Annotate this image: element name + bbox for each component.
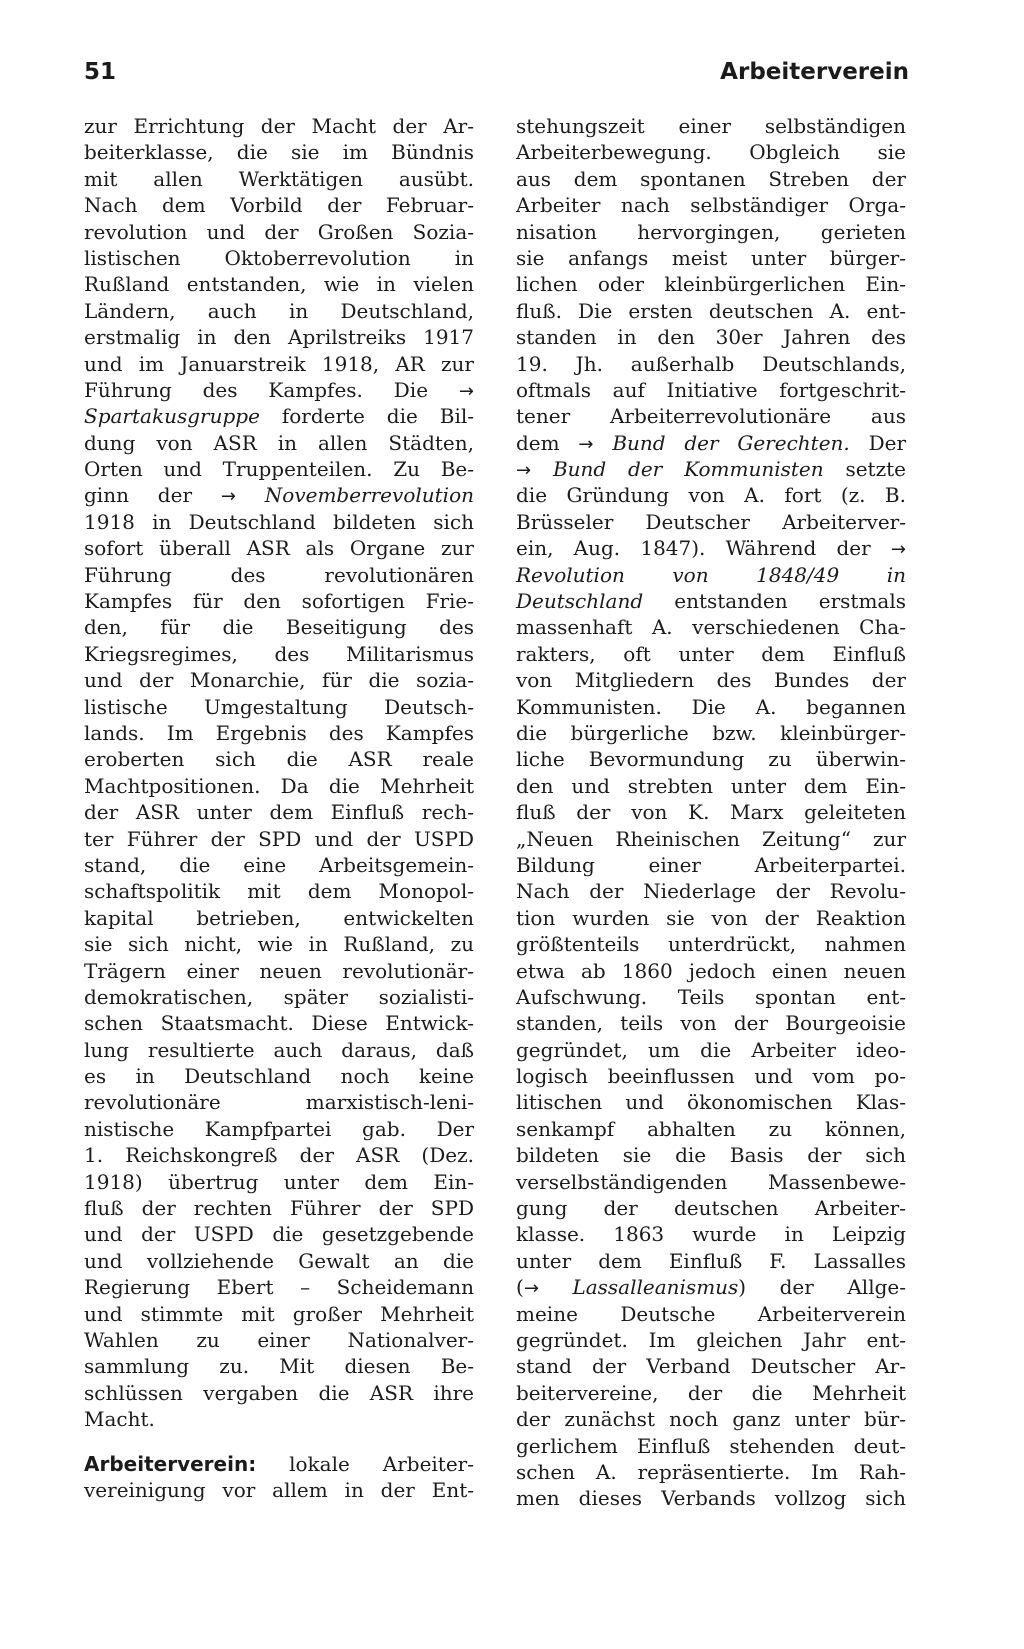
text-segment: Führung des Kampfes. Die (84, 377, 429, 402)
text-line: men dieses Verbands vollzog sich (516, 1486, 906, 1511)
text-line: und der Monarchie, für die sozia- (84, 668, 474, 693)
cross-reference-arrow-icon: → (458, 380, 475, 402)
text-line: liche Bevormundung zu überwin- (516, 747, 906, 772)
text-line: ter Führer der SPD und der USPD (84, 826, 474, 851)
text-line: 1. Reichskongreß der ASR (Dez. (84, 1143, 474, 1168)
text-line: stand der Verband Deutscher Ar- (516, 1354, 906, 1379)
cross-reference-link[interactable]: Lassalleanismus (572, 1275, 739, 1300)
left-column (84, 113, 474, 1503)
text-line: 1918) übertrug unter dem Ein- (84, 1169, 474, 1194)
text-line: der zunächst noch ganz unter bür- (516, 1407, 906, 1432)
text-line (84, 1451, 474, 1477)
text-line: oftmals auf Initiative fortgeschrit- (516, 377, 906, 402)
text-line: demokratischen, später sozialisti- (84, 984, 474, 1009)
text-line: Arbeiter nach selbständiger Orga- (516, 193, 906, 218)
text-line: die bürgerliche bzw. kleinbürger- (516, 720, 906, 745)
cross-reference-link[interactable]: Revolution von 1848/49 in (516, 562, 906, 587)
text-line: der ASR unter dem Einfluß rech- (84, 800, 474, 825)
text-line (84, 482, 474, 508)
text-line: sofort überall ASR als Organe zur (84, 536, 474, 561)
text-line: sammlung zu. Mit diesen Be- (84, 1354, 474, 1379)
text-line: Wahlen zu einer Nationalver- (84, 1327, 474, 1352)
text-segment: ein, Aug. 1847). Während der (516, 536, 871, 561)
text-line: standen, teils von der Bourgeoisie (516, 1011, 906, 1036)
text-line: gegründet, um die Arbeiter ideo- (516, 1037, 906, 1062)
text-line (84, 403, 474, 429)
text-line: stehungszeit einer selbständigen (516, 114, 906, 138)
text-line: Nach dem Vorbild der Februar- (84, 193, 474, 218)
text-segment: ( (516, 1275, 524, 1300)
text-line: tion wurden sie von der Reaktion (516, 905, 906, 930)
text-line: lichen oder kleinbürgerlichen Ein- (516, 272, 906, 297)
text-line: „Neuen Rheinischen Zeitung“ zur (516, 826, 906, 851)
text-line: eroberten sich die ASR reale (84, 747, 474, 772)
text-line: es in Deutschland noch keine (84, 1064, 474, 1089)
text-line: litischen und ökonomischen Klas- (516, 1090, 906, 1115)
cross-reference-link[interactable]: Bund der Gerechten. (612, 430, 850, 455)
text-line: schlüssen vergaben die ASR ihre (84, 1380, 474, 1405)
text-line: zur Errichtung der Macht der Ar- (84, 114, 474, 138)
text-line: den, für die Beseitigung des (84, 615, 474, 640)
text-line (516, 456, 906, 482)
text-line: tener Arbeiterrevolutionäre aus (516, 404, 906, 429)
text-line: nistische Kampfpartei gab. Der (84, 1116, 474, 1141)
text-line: und der USPD die gesetzgebende (84, 1222, 474, 1247)
text-line: logisch beeinflussen und vom po- (516, 1064, 906, 1089)
text-segment: Der (849, 430, 907, 455)
text-line: 1918 in Deutschland bildeten sich (84, 509, 474, 534)
text-line (516, 535, 906, 561)
text-line: Führung des revolutionären (84, 562, 474, 587)
text-line: vereinigung vor allem in der Ent- (84, 1477, 474, 1502)
text-segment: dem (516, 430, 579, 455)
text-line: Arbeiterbewegung. Obgleich sie (516, 140, 906, 165)
text-line: schen A. repräsentierte. Im Rah- (516, 1459, 906, 1484)
text-line: listischen Oktoberrevolution in (84, 245, 474, 270)
text-line: Kriegsregimes, des Militarismus (84, 641, 474, 666)
text-line: klasse. 1863 wurde in Leipzig (516, 1222, 906, 1247)
text-line: gerlichem Einfluß stehenden deut- (516, 1433, 906, 1458)
text-line: stand, die eine Arbeitsgemein- (84, 852, 474, 877)
text-line: standen in den 30er Jahren des (516, 325, 906, 350)
text-line: senkampf abhalten zu können, (516, 1116, 906, 1141)
text-segment: lokale Arbeiter- (256, 1451, 474, 1476)
text-line: listische Umgestaltung Deutsch- (84, 694, 474, 719)
text-line: und im Januarstreik 1918, AR zur (84, 351, 474, 376)
cross-reference-link[interactable]: Bund der Kommunisten (552, 457, 824, 482)
text-line: Regierung Ebert – Scheidemann (84, 1275, 474, 1300)
text-segment: entstanden erstmals (643, 589, 906, 614)
text-line: gegründet. Im gleichen Jahr ent- (516, 1327, 906, 1352)
text-line: und stimmte mit großer Mehrheit (84, 1301, 474, 1326)
text-line: größtenteils unterdrückt, nahmen (516, 932, 906, 957)
text-line: Orten und Truppenteilen. Zu Be- (84, 457, 474, 482)
text-line: erstmalig in den Aprilstreiks 1917 (84, 325, 474, 350)
cross-reference-arrow-icon: → (516, 460, 532, 482)
text-line: Kommunisten. Die A. begannen (516, 694, 906, 719)
text-line: etwa ab 1860 jedoch einen neuen (516, 958, 906, 983)
text-line: nisation hervorgingen, gerieten (516, 219, 906, 244)
text-line: revolutionäre marxistisch-leni- (84, 1090, 474, 1115)
text-line: revolution und der Großen Sozia- (84, 219, 474, 244)
text-line: Trägern einer neuen revolutionär- (84, 958, 474, 983)
cross-reference-arrow-icon: → (523, 1278, 539, 1300)
text-line: aus dem spontanen Streben der (516, 166, 906, 191)
text-line: rakters, oft unter dem Einfluß (516, 641, 906, 666)
paragraph-gap (84, 1433, 474, 1451)
text-segment: ginn der (84, 483, 221, 508)
text-segment: ) der Allge- (738, 1275, 906, 1300)
text-line: fluß der rechten Führer der SPD (84, 1196, 474, 1221)
text-line: fluß. Die ersten deutschen A. ent- (516, 298, 906, 323)
text-line: beiterklasse, die sie im Bündnis (84, 140, 474, 165)
text-line: Nach der Niederlage der Revolu- (516, 879, 906, 904)
page-number: 51 (84, 59, 117, 85)
cross-reference-link[interactable]: Deutschland (516, 589, 644, 614)
text-line: Ländern, auch in Deutschland, (84, 298, 474, 323)
text-line: sie sich nicht, wie in Rußland, zu (84, 932, 474, 957)
cross-reference-arrow-icon: → (578, 433, 594, 455)
text-line: mit allen Werktätigen ausübt. (84, 166, 474, 191)
text-line: Machtpositionen. Da die Mehrheit (84, 773, 474, 798)
text-line: Brüsseler Deutscher Arbeiterver- (516, 509, 906, 534)
text-line: schaftspolitik mit dem Monopol- (84, 879, 474, 904)
text-line: Aufschwung. Teils spontan ent- (516, 984, 906, 1009)
text-line: beitervereine, der die Mehrheit (516, 1380, 906, 1405)
text-line: fluß der von K. Marx geleiteten (516, 800, 906, 825)
text-segment: setzte (823, 457, 907, 482)
text-line: kapital betrieben, entwickelten (84, 905, 474, 930)
cross-reference-arrow-icon: → (890, 539, 906, 561)
entry-headword: Arbeiterverein: (84, 1451, 257, 1476)
text-line: und vollziehende Gewalt an die (84, 1248, 474, 1273)
text-line: sie anfangs meist unter bürger- (516, 245, 906, 270)
text-line: bildeten sie die Basis der sich (516, 1143, 906, 1168)
text-line: die Gründung von A. fort (z. B. (516, 483, 906, 508)
text-line (84, 377, 474, 403)
running-head: Arbeiterverein (720, 59, 909, 85)
cross-reference-link[interactable]: Novemberrevolution (264, 483, 474, 508)
text-line: Rußland entstanden, wie in vielen (84, 272, 474, 297)
text-line: den und strebten unter dem Ein- (516, 773, 906, 798)
text-segment: forderte die Bil- (259, 404, 474, 429)
text-line: lands. Im Ergebnis des Kampfes (84, 720, 474, 745)
text-line: gung der deutschen Arbeiter- (516, 1196, 906, 1221)
text-line: dung von ASR in allen Städten, (84, 430, 474, 455)
text-line: von Mitgliedern des Bundes der (516, 668, 906, 693)
text-line: verselbständigenden Massenbewe- (516, 1169, 906, 1194)
right-column (516, 113, 906, 1512)
cross-reference-link[interactable]: Spartakusgruppe (84, 404, 260, 429)
text-line (516, 588, 906, 614)
text-line: Bildung einer Arbeiterpartei. (516, 852, 906, 877)
text-line (516, 1274, 906, 1300)
text-line: schen Staatsmacht. Diese Entwick- (84, 1011, 474, 1036)
text-line: meine Deutsche Arbeiterverein (516, 1301, 906, 1326)
text-line: unter dem Einfluß F. Lassalles (516, 1248, 906, 1273)
text-line: massenhaft A. verschiedenen Cha- (516, 615, 906, 640)
text-line: 19. Jh. außerhalb Deutschlands, (516, 351, 906, 376)
text-line: lung resultierte auch daraus, daß (84, 1037, 474, 1062)
cross-reference-arrow-icon: → (220, 486, 236, 508)
text-line: Macht. (84, 1407, 155, 1432)
text-line (516, 430, 906, 456)
text-line: Kampfes für den sofortigen Frie- (84, 589, 474, 614)
